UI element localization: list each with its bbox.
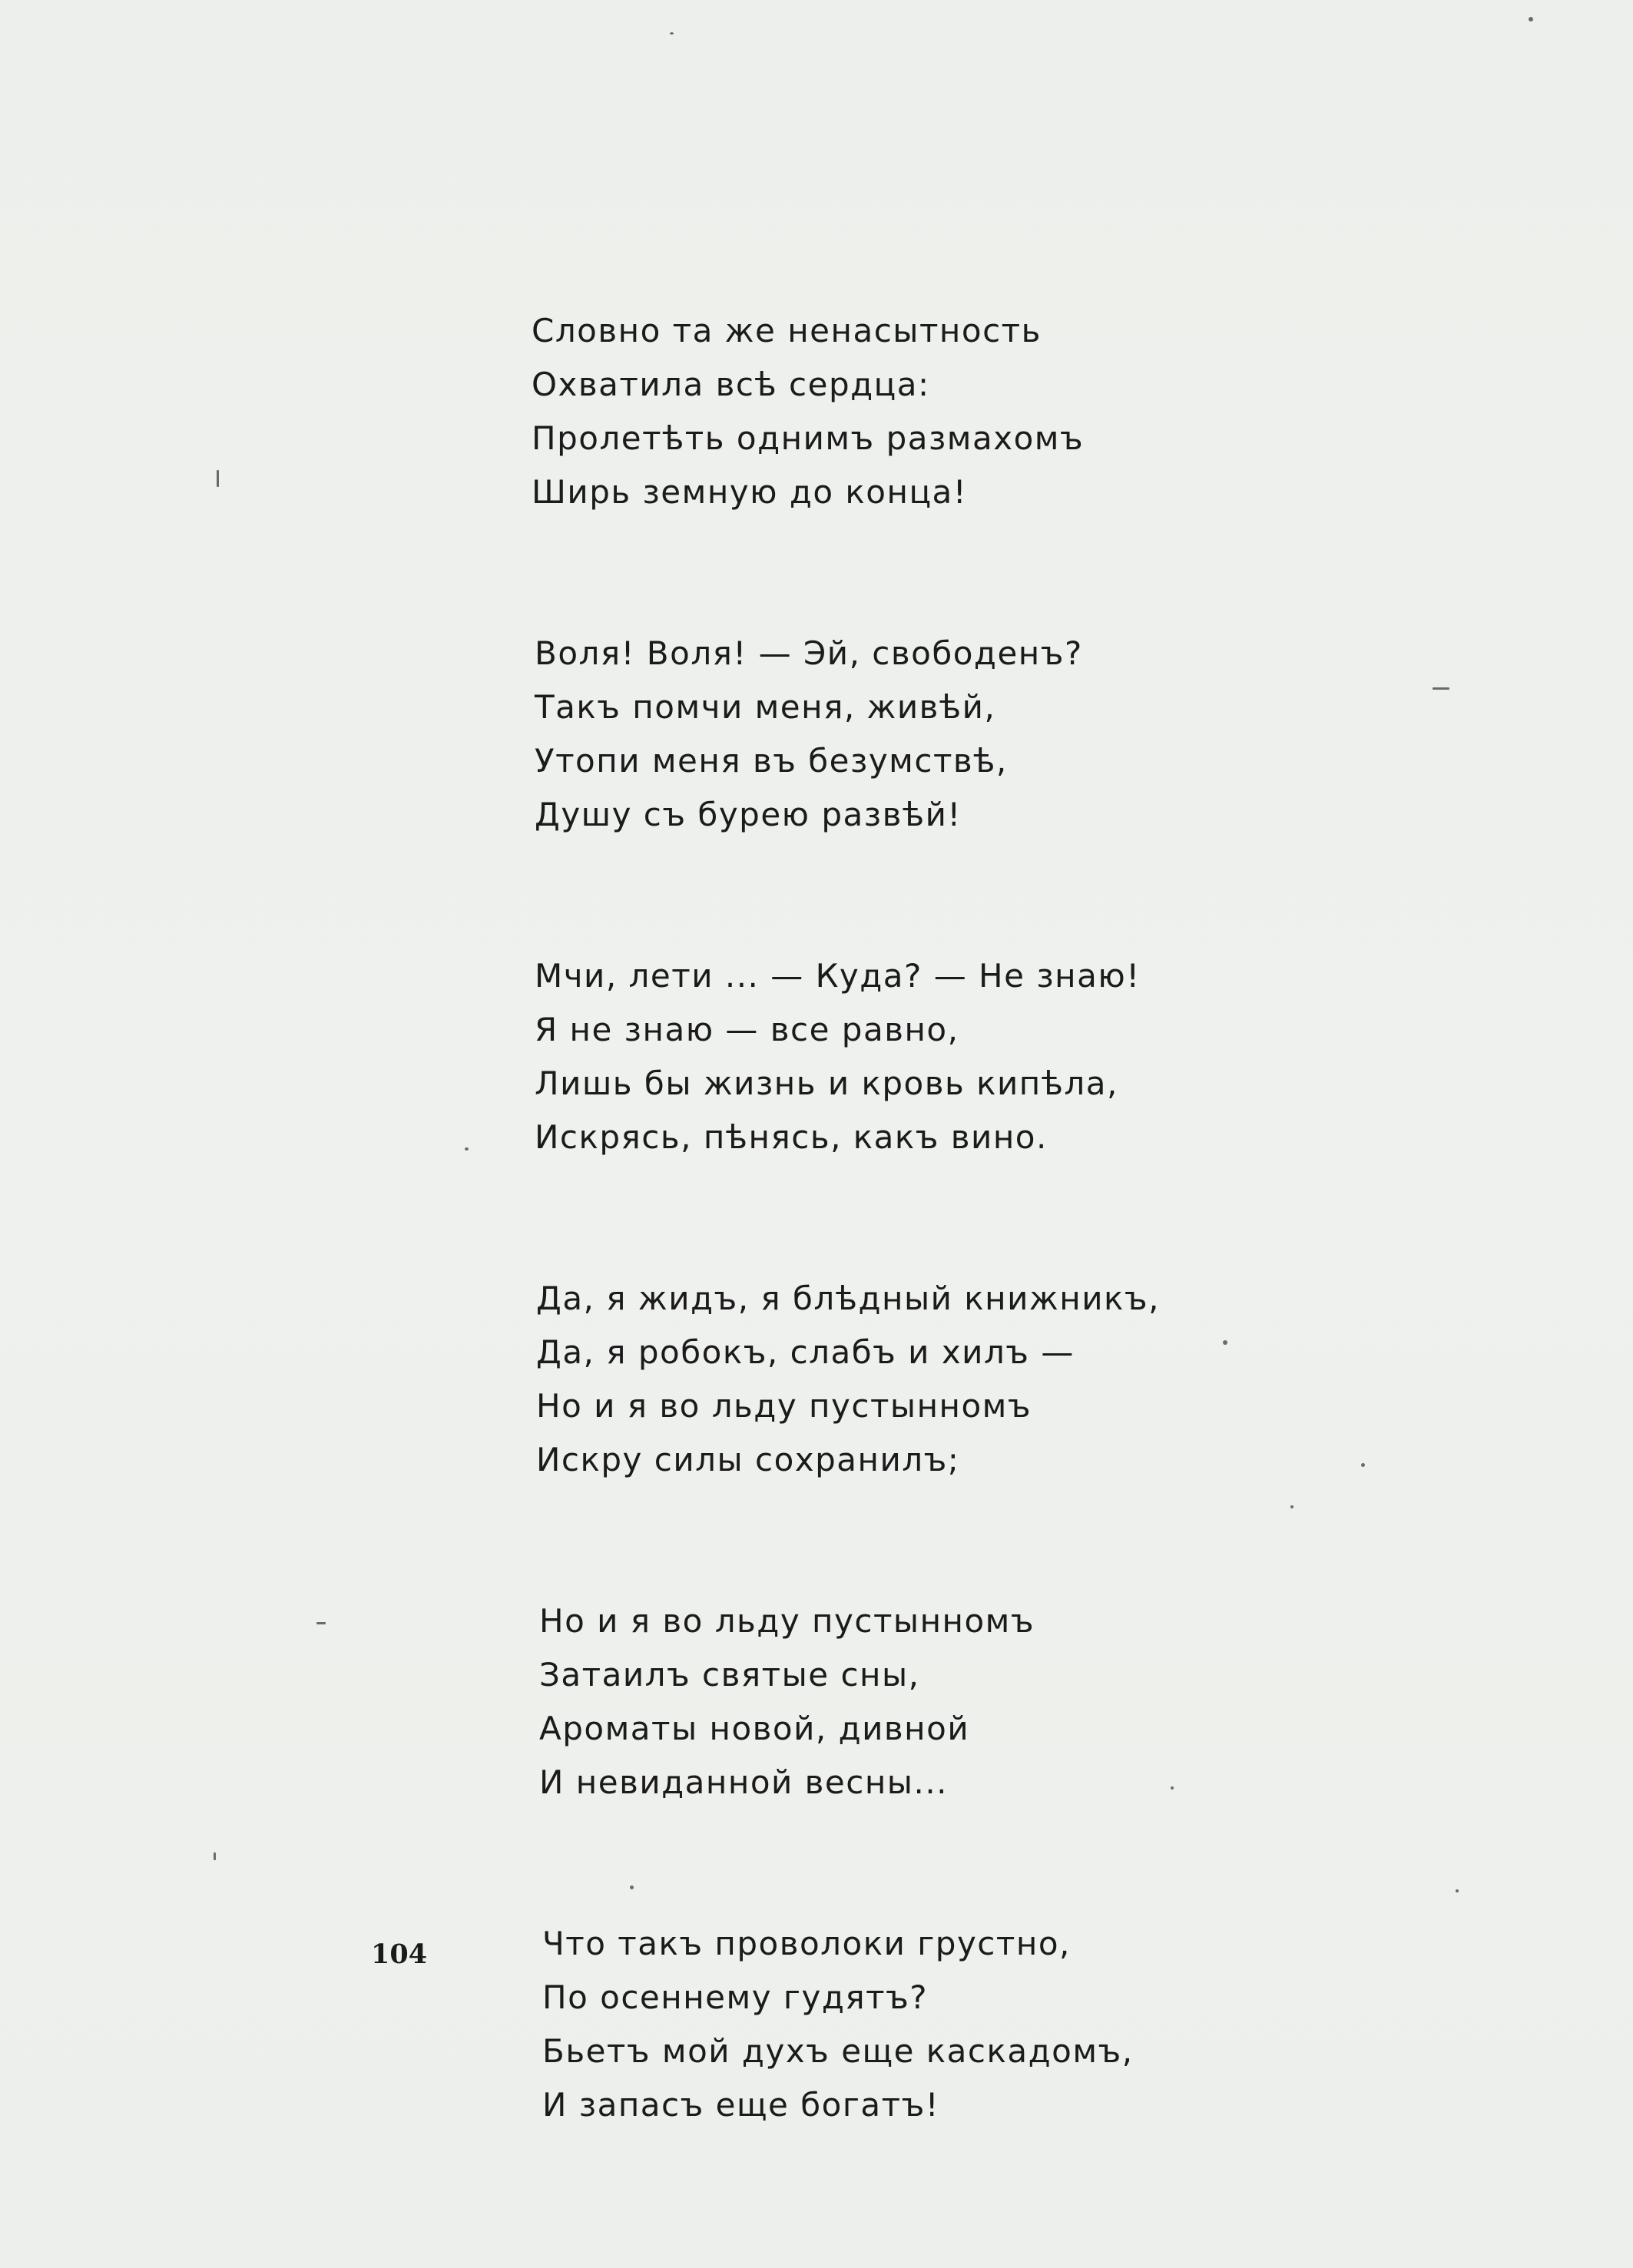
- stanza: [532, 627, 1300, 842]
- poem-line: Искрясь, пѣнясь, какъ вино.: [535, 1118, 1048, 1156]
- poem: [532, 304, 1300, 2132]
- poem-line: Воля! Воля! — Эй, свободенъ?: [535, 634, 1083, 672]
- poem-line: Такъ помчи меня, живѣй,: [535, 688, 996, 726]
- poem-line: Я не знаю — все равно,: [535, 1011, 959, 1048]
- poem-line: Пролетѣть однимъ размахомъ: [532, 419, 1085, 457]
- poem-line: И невиданной весны...: [539, 1763, 949, 1801]
- poem-line: Затаилъ святые сны,: [539, 1656, 920, 1694]
- poem-line: Ароматы новой, дивной: [539, 1710, 970, 1747]
- poem-line: Охватила всѣ сердца:: [532, 366, 930, 403]
- dust-speck: [465, 1147, 469, 1151]
- poem-line: Утопи меня въ безумствѣ,: [535, 742, 1008, 780]
- poem-line: По осеннему гудятъ?: [542, 1978, 929, 2016]
- poem-line: Словно та же ненасытность: [532, 312, 1042, 349]
- page-number: 104: [371, 1939, 428, 1970]
- poem-line: И запасъ еще богатъ!: [542, 2086, 940, 2124]
- dust-speck: [1529, 17, 1533, 22]
- stanza: [532, 304, 1300, 519]
- poem-line: Но и я во льду пустынномъ: [536, 1387, 1032, 1425]
- poem-line: Но и я во льду пустынномъ: [539, 1602, 1035, 1640]
- poem-line: Да, я жидъ, я блѣдный книжникъ,: [536, 1280, 1160, 1317]
- poem-line: Душу съ бурею развѣй!: [535, 796, 962, 833]
- dust-speck: [214, 1852, 216, 1860]
- poem-line: Бьетъ мой духъ еще каскадомъ,: [542, 2032, 1134, 2070]
- poem-line: Да, я робокъ, слабъ и хилъ —: [536, 1333, 1075, 1371]
- dust-speck: [1433, 687, 1449, 690]
- stanza: [532, 1594, 1300, 1809]
- stanza: [532, 1917, 1300, 2132]
- dust-speck: [670, 32, 674, 35]
- poem-line: Искру силы сохранилъ;: [536, 1441, 960, 1478]
- poem-line: Мчи, лети ... — Куда? — Не знаю!: [535, 957, 1141, 995]
- stanza: [532, 1272, 1300, 1487]
- poem-line: Лишь бы жизнь и кровь кипѣла,: [535, 1064, 1118, 1102]
- dust-speck: [217, 470, 219, 487]
- dust-speck: [1361, 1463, 1365, 1467]
- dust-speck: [1456, 1889, 1459, 1892]
- poem-line: Что такъ проволоки грустно,: [542, 1925, 1071, 1962]
- stanza: [532, 949, 1300, 1164]
- poem-line: Ширь земную до конца!: [532, 473, 968, 511]
- dust-speck: [316, 1622, 326, 1624]
